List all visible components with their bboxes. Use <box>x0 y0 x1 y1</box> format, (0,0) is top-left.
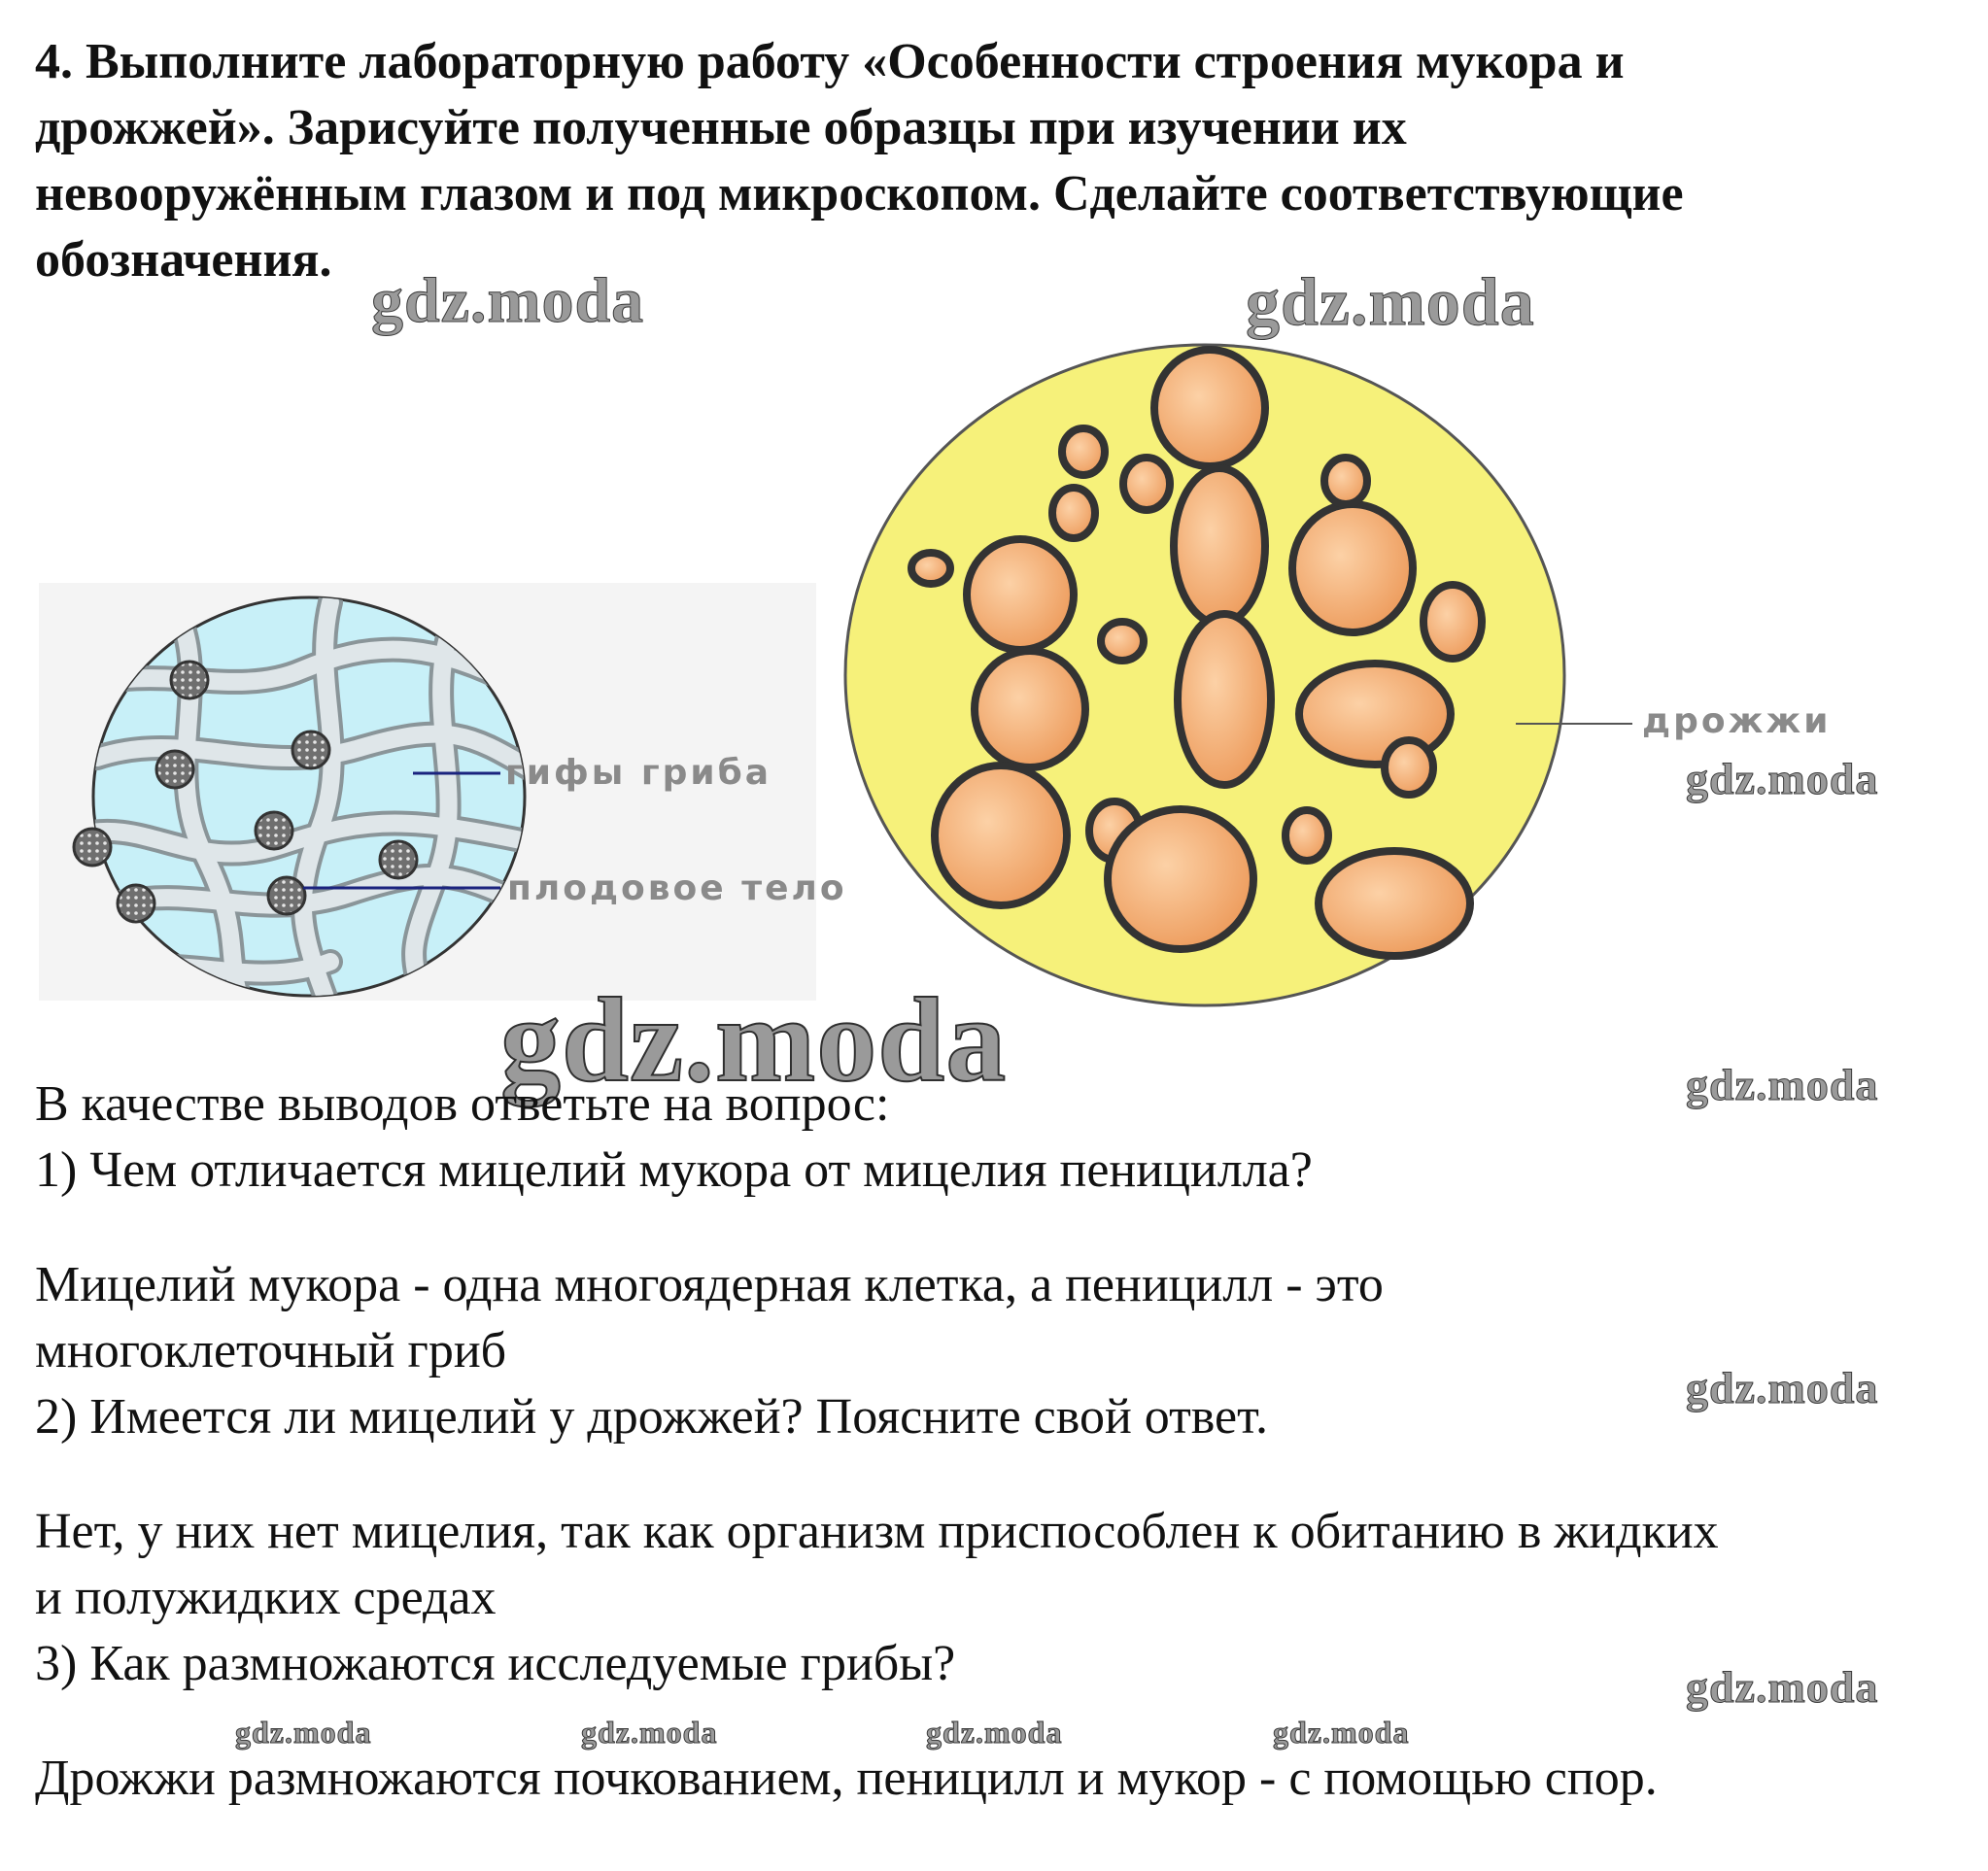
yeast-cell <box>1319 851 1470 956</box>
answer-2-line-2: и полужидких средах <box>35 1570 497 1625</box>
yeast-cell <box>1062 428 1105 475</box>
watermark: gdz.moda <box>1273 1715 1410 1750</box>
question-1: 1) Чем отличается мицелий мукора от мицелия пеницилла? <box>35 1142 1313 1198</box>
task-line-1: 4. Выполните лабораторную работу «Особенности строения мукора и <box>35 34 1625 89</box>
answer-3: Дрожжи размножаются почкованием, пеницилл и мукор - с помощью спор. <box>35 1751 1658 1806</box>
yeast-cell <box>911 553 950 584</box>
watermark: gdz.moda <box>235 1715 372 1750</box>
yeast-cell <box>1324 458 1367 504</box>
fruit-body <box>171 662 208 698</box>
fruit-body <box>256 812 292 849</box>
label-hyphae: гифы гриба <box>505 753 772 793</box>
label-yeast: дрожжи <box>1642 701 1832 741</box>
fruit-body <box>380 841 417 878</box>
yeast-cell <box>1123 458 1170 510</box>
fruit-body <box>268 877 305 914</box>
yeast-cell <box>1178 614 1271 785</box>
yeast-cell <box>1101 622 1144 661</box>
watermark: gdz.moda <box>1686 754 1879 803</box>
fruit-body <box>292 731 329 768</box>
yeast-cell <box>1108 809 1253 949</box>
fruit-body <box>118 885 154 922</box>
task-line-4: обозначения. <box>35 232 332 288</box>
yeast-cell <box>975 651 1085 767</box>
yeast-cell <box>1292 504 1413 632</box>
task-line-2: дрожжей». Зарисуйте полученные образцы при изучении их <box>35 100 1407 155</box>
fruit-body <box>156 751 193 788</box>
question-2: 2) Имеется ли мицелий у дрожжей? Поясните свой ответ. <box>35 1389 1268 1445</box>
yeast-cell <box>1154 350 1265 466</box>
yeast-cell <box>967 539 1074 650</box>
label-fruit-body: плодовое тело <box>507 868 847 908</box>
yeast-cell <box>1385 740 1433 795</box>
answer-1-line-1: Мицелий мукора - одна многоядерная клетка, а пеницилл - это <box>35 1257 1384 1312</box>
watermark: gdz.moda <box>500 973 1008 1106</box>
yeast-cell <box>1285 810 1328 861</box>
yeast-cell <box>1423 585 1482 659</box>
answer-1-line-2: многоклеточный гриб <box>35 1323 507 1378</box>
conclusions-intro: В качестве выводов ответьте на вопрос: <box>35 1076 890 1132</box>
watermark: gdz.moda <box>1686 1060 1879 1109</box>
watermark: gdz.moda <box>371 265 645 336</box>
yeast-cell <box>1174 468 1265 624</box>
yeast-cell <box>1052 488 1095 538</box>
watermark: gdz.moda <box>1246 265 1535 340</box>
task-line-3: невооружённым глазом и под микроскопом. Сделайте соответствующие <box>35 166 1684 221</box>
fruit-body <box>74 829 111 866</box>
question-3: 3) Как размножаются исследуемые грибы? <box>35 1636 956 1691</box>
watermark: gdz.moda <box>1686 1662 1879 1712</box>
yeast-figure <box>845 340 1584 1010</box>
watermark: gdz.moda <box>1686 1363 1879 1412</box>
yeast-cell <box>935 765 1067 905</box>
watermark: gdz.moda <box>926 1715 1063 1750</box>
answer-2-line-1: Нет, у них нет мицелия, так как организм приспособлен к обитанию в жидких <box>35 1504 1719 1559</box>
watermark: gdz.moda <box>581 1715 718 1750</box>
